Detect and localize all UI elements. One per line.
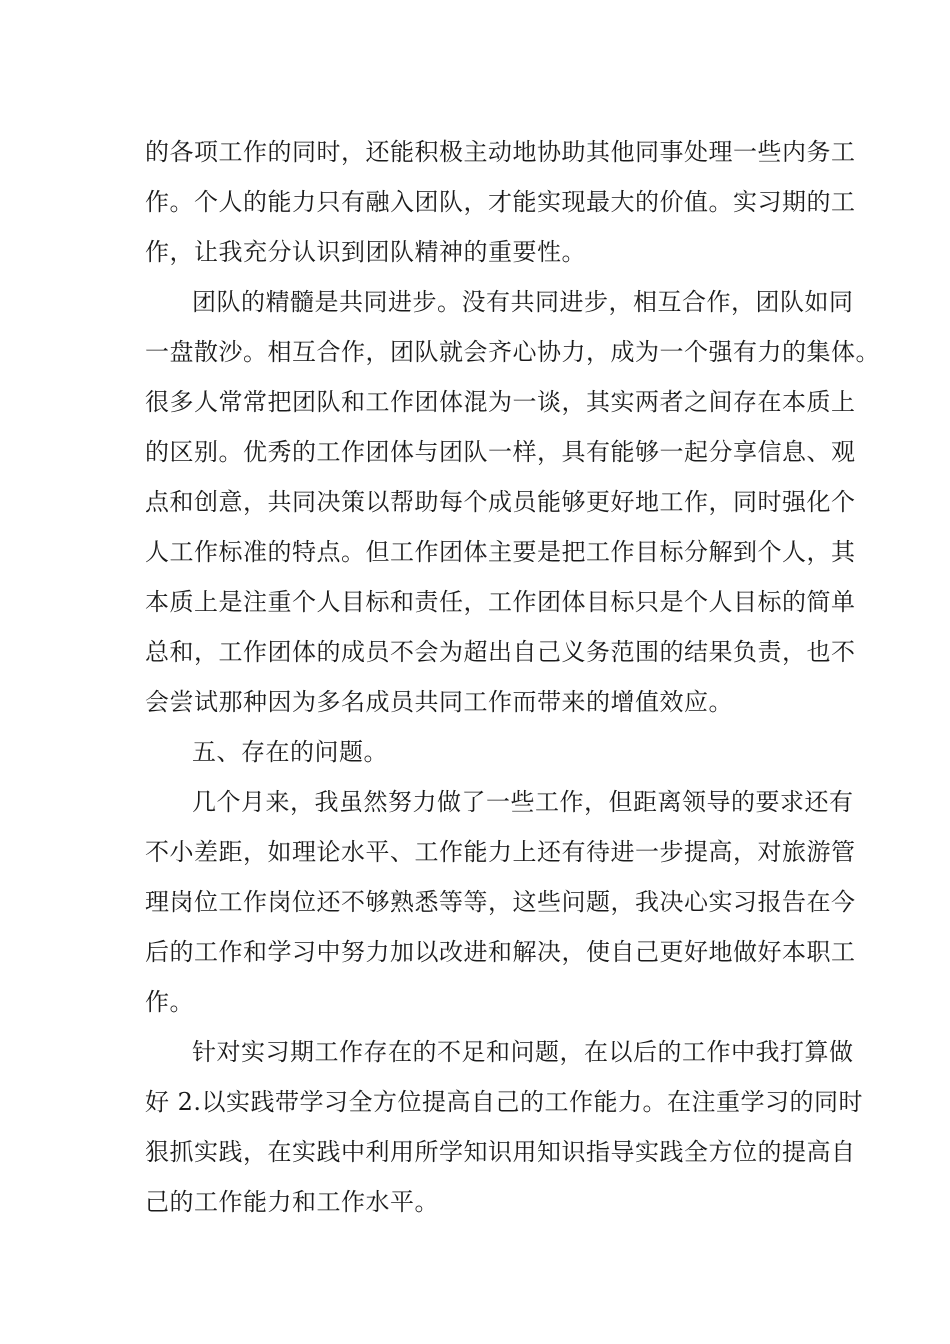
paragraph-first-line: 针对实习期工作存在的不足和问题，在以后的工作中我打算做 xyxy=(192,1038,854,1066)
text-line: 己的工作能力和工作水平。 xyxy=(145,1188,439,1216)
text-line: 总和，工作团体的成员不会为超出自己义务范围的结果负责，也不 xyxy=(145,638,856,666)
text-line: 本质上是注重个人目标和责任，工作团体目标只是个人目标的简单 xyxy=(145,588,856,616)
text-line: 后的工作和学习中努力加以改进和解决，使自己更好地做好本职工 xyxy=(145,938,856,966)
text-line: 作，让我充分认识到团队精神的重要性。 xyxy=(145,238,586,266)
paragraph-first-line: 几个月来，我虽然努力做了一些工作，但距离领导的要求还有 xyxy=(192,788,854,816)
text-line: 会尝试那种因为多名成员共同工作而带来的增值效应。 xyxy=(145,688,733,716)
text-line: 的区别。优秀的工作团体与团队一样，具有能够一起分享信息、观 xyxy=(145,438,856,466)
text-line: 狠抓实践，在实践中利用所学知识用知识指导实践全方位的提高自 xyxy=(145,1138,856,1166)
text-line: 不小差距，如理论水平、工作能力上还有待进一步提高，对旅游管 xyxy=(145,838,856,866)
section-heading: 五、存在的问题。 xyxy=(192,738,388,766)
text-line: 的各项工作的同时，还能积极主动地协助其他同事处理一些内务工 xyxy=(145,138,856,166)
text-line: 点和创意，共同决策以帮助每个成员能够更好地工作，同时强化个 xyxy=(145,488,856,516)
text-line: 作。 xyxy=(145,988,194,1016)
paragraph-first-line: 团队的精髓是共同进步。没有共同进步，相互合作，团队如同 xyxy=(192,288,854,316)
text-line: 一盘散沙。相互合作，团队就会齐心协力，成为一个强有力的集体。 xyxy=(145,338,880,366)
text-line: 理岗位工作岗位还不够熟悉等等，这些问题，我决心实习报告在今 xyxy=(145,888,856,916)
text-line: 很多人常常把团队和工作团体混为一谈，其实两者之间存在本质上 xyxy=(145,388,856,416)
text-line: 人工作标准的特点。但工作团体主要是把工作目标分解到个人，其 xyxy=(145,538,856,566)
text-line: 好 2.以实践带学习全方位提高自己的工作能力。在注重学习的同时 xyxy=(145,1088,864,1116)
text-line: 作。个人的能力只有融入团队，才能实现最大的价值。实习期的工 xyxy=(145,188,856,216)
